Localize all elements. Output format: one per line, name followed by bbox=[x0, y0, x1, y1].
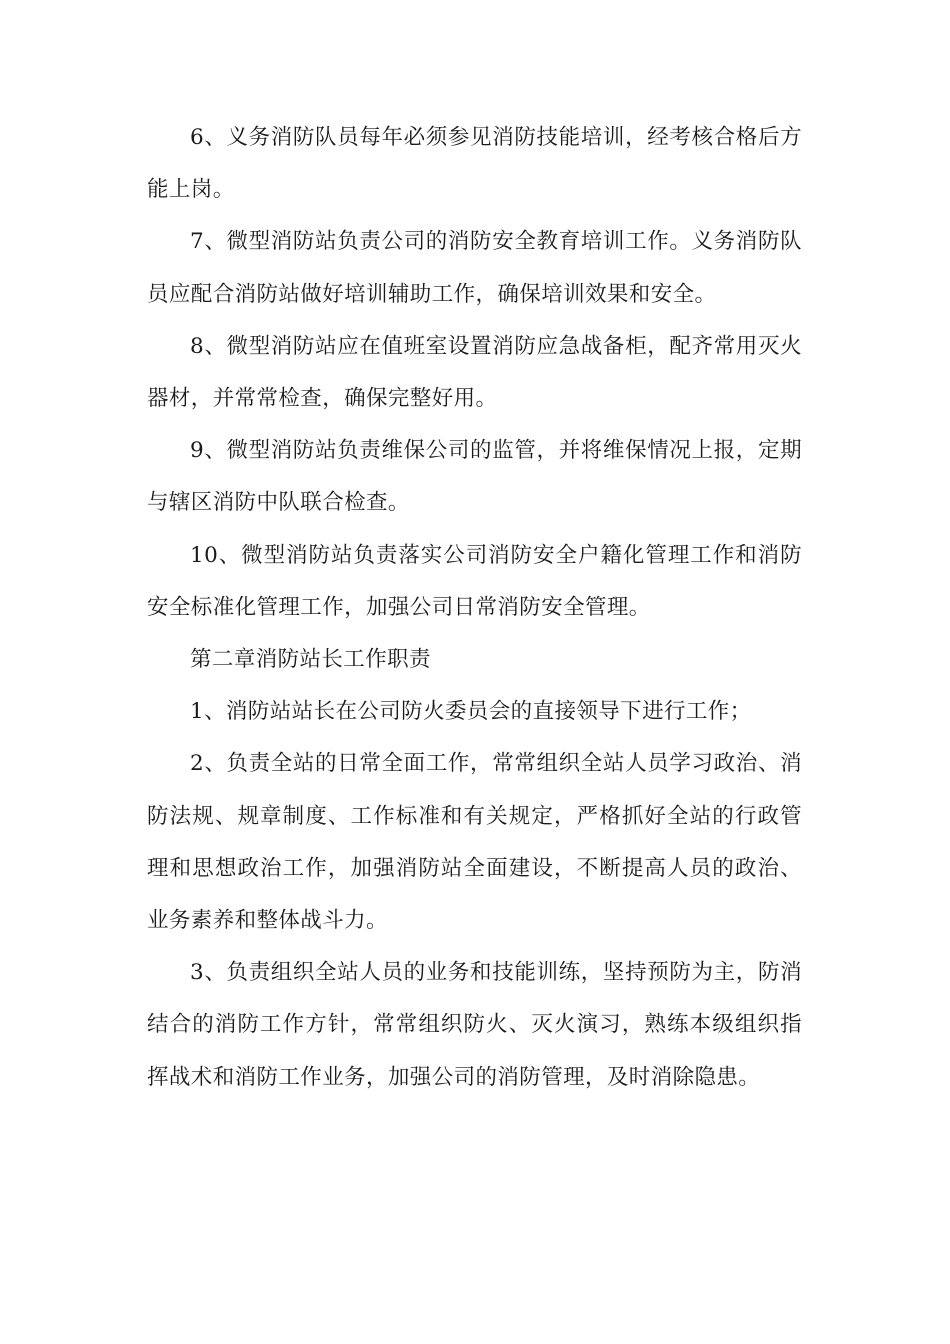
paragraph-item-8: 8、微型消防站应在值班室设置消防应急战备柜，配齐常用灭火器材，并常常检查，确保完整好用。 bbox=[147, 333, 802, 412]
document-body bbox=[147, 112, 802, 1104]
paragraph-duty-2: 2、负责全站的日常全面工作，常常组织全站人员学习政治、消防法规、规章制度、工作标准和有关规定，严格抓好全站的行政管理和思想政治工作，加强消防站全面建设，不断提高人员的政治、业务素养和整体战斗力。 bbox=[147, 751, 802, 934]
paragraph-duty-3: 3、负责组织全站人员的业务和技能训练，坚持预防为主，防消结合的消防工作方针，常常组织防火、灭火演习，熟练本级组织指挥战术和消防工作业务，加强公司的消防管理，及时消除隐患。 bbox=[147, 960, 802, 1090]
paragraph-item-7: 7、微型消防站负责公司的消防安全教育培训工作。义务消防队员应配合消防站做好培训辅助工作，确保培训效果和安全。 bbox=[147, 229, 802, 307]
paragraph-item-10: 10、微型消防站负责落实公司消防安全户籍化管理工作和消防安全标准化管理工作，加强公司日常消防安全管理。 bbox=[147, 542, 802, 620]
paragraph-item-9: 9、微型消防站负责维保公司的监管，并将维保情况上报，定期与辖区消防中队联合检查。 bbox=[147, 438, 802, 516]
paragraph-duty-1: 1、消防站站长在公司防火委员会的直接领导下进行工作； bbox=[190, 699, 752, 725]
chapter-heading: 第二章消防站长工作职责 bbox=[190, 647, 431, 673]
paragraph-item-6: 6、义务消防队员每年必须参见消防技能培训，经考核合格后方能上岗。 bbox=[147, 125, 802, 203]
